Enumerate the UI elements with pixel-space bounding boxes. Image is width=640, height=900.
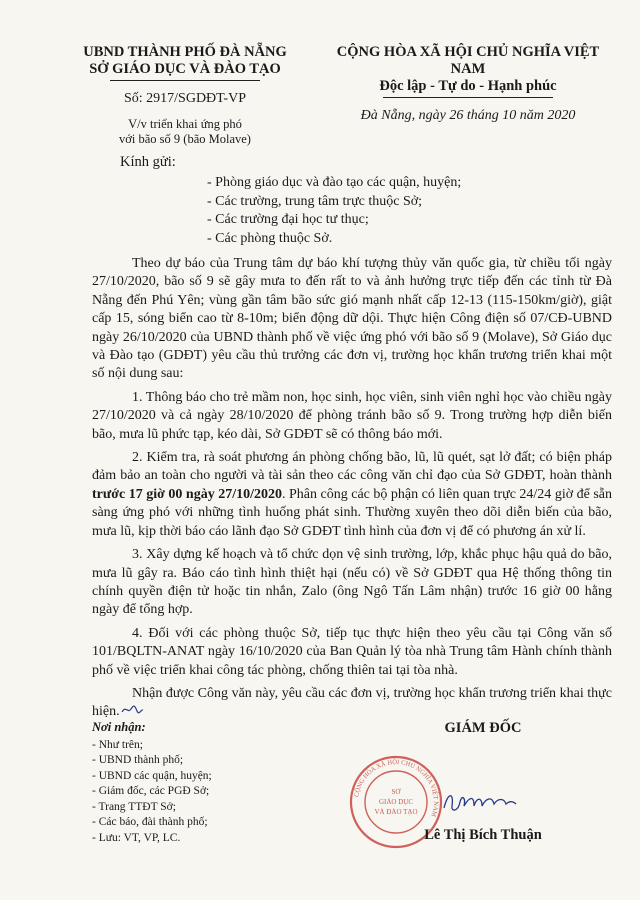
svg-text:CỘNG HÒA XÃ HỘI CHỦ NGHĨA VIỆT: CỘNG HÒA XÃ HỘI CHỦ NGHĨA VIỆT NAM [353, 758, 440, 818]
agency-underline [110, 80, 260, 81]
recipients-footer [92, 720, 212, 846]
footer-item: - Giám đốc, các PGĐ Sở; [92, 785, 210, 797]
signer-role: GIÁM ĐỐC [444, 720, 522, 736]
closing-text: Nhận được Công văn này, yêu cầu các đơn vị, trường học khẩn trương triển khai thực hiện. [92, 685, 612, 720]
recipient-item: - Phòng giáo dục và đào tạo các quận, huyện; [207, 175, 462, 190]
subject-line-2: với bão số 9 (bão Molave) [119, 132, 251, 146]
national-motto: Độc lập - Tự do - Hạnh phúc [379, 78, 557, 94]
footer-item: - Lưu: VT, VP, LC. [92, 831, 181, 844]
intro-paragraph: Theo dự báo của Trung tâm dự báo khí tượng thủy văn quốc gia, từ chiều tối ngày 27/10/2020, bão số 9 sẽ gây mưa to đến rất to và ảnh hưởng trực tiếp đến các tỉnh từ Đà Nẵng đến Phú Yên; vùng gần tâm bão sức gió mạnh nhất cấp 12-13 (115-150km/giờ), giật cấp 15, sóng biển cao từ 8-10m; biển động dữ dội. Thực hiện Công điện số 07/CĐ-UBND ngày 26/10/2020 của UBND thành phố về việc ứng phó với bão số 9 (Molave), Sở Giáo dục và Đào tạo (GDĐT) yêu cầu thủ trưởng các đơn vị, trường học khẩn trương triển khai một số nội dung sau: [92, 256, 612, 382]
recipients-footer-title: Nơi nhận: [92, 720, 146, 734]
letter-body [92, 255, 612, 727]
item-2-paragraph [92, 449, 612, 541]
recipient-item: - Các phòng thuộc Sở. [207, 230, 333, 246]
recipient-item: - Các trường, trung tâm trực thuộc Sở; [207, 193, 423, 209]
footer-item: - Trang TTĐT Sở; [92, 800, 176, 813]
recipient-item: - Các trường đại học tư thục; [207, 212, 369, 227]
item-2-deadline: trước 17 giờ 00 ngày 27/10/2020 [92, 486, 282, 502]
item-4-paragraph: 4. Đối với các phòng thuộc Sở, tiếp tục thực hiện theo yêu cầu tại Công văn số 101/BQLTN-ANAT ngày 16/10/2020 của Ban Quản lý tòa nhà Trung tâm Hành chính thành phố về việc triển khai công tác phòng, chống thiên tai tại tòa nhà. [92, 625, 612, 678]
footer-item: - Các báo, đài thành phố; [92, 816, 208, 828]
item-2-text-a: 2. Kiểm tra, rà soát phương án phòng chống bão, lũ, lũ quét, sạt lở đất; có biện pháp đảm bảo an toàn cho người và tài sản theo các công văn chỉ đạo của Sở GDĐT, hoàn thành [92, 450, 612, 484]
national-header [318, 44, 618, 124]
footer-item: - UBND các quận, huyện; [92, 769, 212, 782]
svg-text:VÀ ĐÀO TẠO: VÀ ĐÀO TẠO [374, 808, 418, 816]
svg-text:GIÁO DỤC: GIÁO DỤC [378, 798, 414, 806]
signer-name: Lê Thị Bích Thuận [424, 827, 542, 843]
item-2-text-b: . Phân công các bộ phận có liên quan trực 24/24 giờ để sẵn sàng ứng phó với những tình huống phát sinh. Thường xuyên theo dõi diễn biến của bão, mưa lũ, kịp thời báo cáo lãnh đạo Sở GDĐT tình hình của đơn vị để có phương án xử lí. [92, 486, 613, 539]
recipient-list [207, 174, 461, 248]
signature-block [398, 720, 568, 844]
item-1-paragraph: 1. Thông báo cho trẻ mầm non, học sinh, học viên, sinh viên nghỉ học vào chiều ngày 27/10/2020 và cả ngày 28/10/2020 để phòng tránh bão số 9. Trong trường hợp diễn biến bão, mưa lũ phức tạp, kéo dài, Sở GDĐT sẽ có thông báo mới. [92, 389, 612, 442]
initial-mark [120, 703, 144, 715]
agency-parent: UBND THÀNH PHỐ ĐÀ NẴNG [83, 44, 287, 60]
footer-item: - Như trên; [92, 738, 143, 751]
issuing-agency-header [60, 44, 310, 147]
document-subject [60, 117, 310, 147]
national-title: CỘNG HÒA XÃ HỘI CHỦ NGHĨA VIỆT NAM [336, 44, 600, 77]
document-date: Đà Nẵng, ngày 26 tháng 10 năm 2020 [360, 108, 576, 123]
motto-underline [383, 97, 553, 98]
item-3-paragraph: 3. Xây dựng kế hoạch và tổ chức dọn vệ sinh trường, lớp, khắc phục hậu quả do bão, mưa lũ gây ra. Báo cáo tình hình thiệt hại (nếu có) về Sở GDĐT qua Hệ thống thông tin chính quyền điện tử hoặc tin nhắn, Zalo (ông Ngô Tấn Lâm nhận) trước 16 giờ 00 hằng ngày để tổng hợp. [92, 547, 612, 618]
closing-paragraph [92, 685, 612, 722]
salutation: Kính gửi: [120, 154, 176, 170]
subject-line-1: V/v triển khai ứng phó [128, 117, 242, 131]
agency-name: SỞ GIÁO DỤC VÀ ĐÀO TẠO [89, 61, 281, 77]
svg-text:SỞ: SỞ [391, 788, 401, 796]
document-number: Số: 2917/SGDĐT-VP [123, 91, 246, 106]
footer-item: - UBND thành phố; [92, 754, 184, 766]
